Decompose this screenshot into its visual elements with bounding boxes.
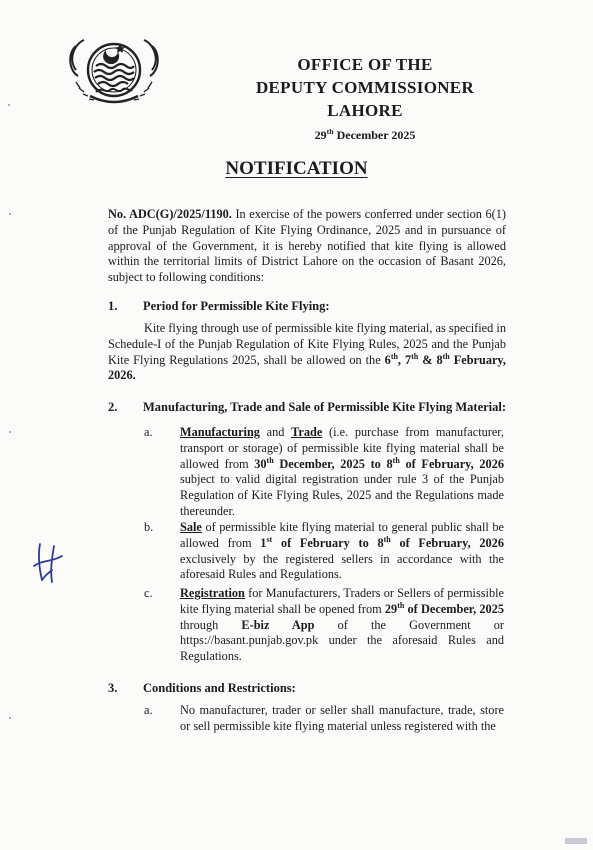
- clause-3a: No manufacturer, trader or seller shall manufacture, trade, store or sell permissible kite flying material unless registered with the: [180, 703, 504, 733]
- section-number: 2.: [108, 400, 118, 414]
- reference-number: No. ADC(G)/2025/1190.: [108, 207, 232, 221]
- office-title-line: LAHORE: [327, 101, 403, 120]
- scan-speck: [8, 104, 10, 106]
- clause-letter: c.: [144, 586, 153, 600]
- clause-letter: a.: [144, 425, 153, 439]
- clause-2c: Registration for Manufacturers, Traders or Sellers of permissible kite flying material shall be opened from 29th of December, 2025 through E-biz App of the Government or https://basant.punjab.gov.pk under the aforesaid Rules and Regulations.: [180, 586, 505, 664]
- section-title: Period for Permissible Kite Flying:: [143, 299, 330, 313]
- clause-2a: Manufacturing and Trade (i.e. purchase from manufacturer, transport or storage) of permissible kite flying material shall be allowed from 30th December, 2025 to 8th of February, 2026 subject to valid digital registration under rule 3 of the Punjab Regulation of Kite Flying Rules, 2025 and the Regulations made thereunder.: [180, 425, 504, 518]
- clause-2b: Sale of permissible kite flying material to general public shall be allowed from 1st of February to 8th of February, 2026 exclusively by the registered sellers in accordance with the aforesaid Rules and Regulations.: [180, 520, 504, 582]
- section-number: 1.: [108, 299, 118, 313]
- office-title-line: OFFICE OF THE: [297, 55, 433, 74]
- notification-date: 29th December 2025: [314, 127, 416, 142]
- clause-letter: b.: [144, 520, 154, 534]
- document-title: NOTIFICATION: [225, 158, 368, 179]
- scanner-mark: [565, 838, 587, 844]
- punjab-government-emblem-icon: [66, 30, 162, 110]
- section-number: 3.: [108, 681, 118, 695]
- clause-letter: a.: [144, 703, 153, 717]
- scan-speck: [9, 431, 11, 433]
- section-title: Conditions and Restrictions:: [143, 681, 296, 695]
- handwritten-initials-icon: [30, 540, 66, 586]
- intro-paragraph: No. ADC(G)/2025/1190. In exercise of the powers conferred under section 6(1) of the Punjab Regulation of Kite Flying Ordinance, 2025 and in pursuance of approval of the Government, it is hereby notified that kite flying is allowed within the territorial limits of District Lahore on the occasion of Basant 2026, subject to following conditions:: [108, 207, 507, 285]
- section-title: Manufacturing, Trade and Sale of Permissible Kite Flying Material:: [143, 400, 507, 414]
- section-1-paragraph: Kite flying through use of permissible kite flying material, as specified in Schedule-I of the Punjab Regulation of Kite Flying Rules, 2025 and the Punjab Kite Flying Regulations 2025, shall be allowed on the 6th, 7th & 8th February, 2026.: [108, 321, 506, 383]
- scan-speck: [9, 213, 11, 215]
- office-title-line: DEPUTY COMMISSIONER: [255, 78, 475, 97]
- scan-speck: [9, 717, 11, 719]
